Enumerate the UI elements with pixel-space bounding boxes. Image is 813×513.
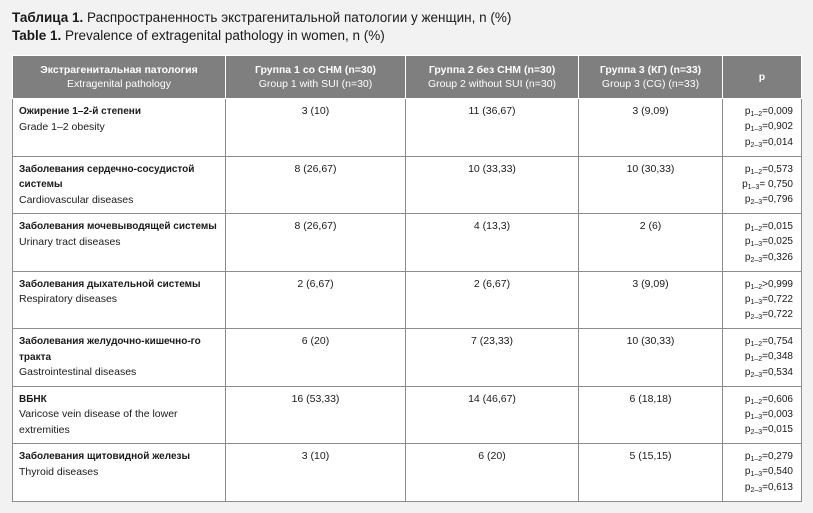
header-p-label: p xyxy=(758,71,766,83)
p-values-cell xyxy=(723,444,802,502)
p-value: $p_{1-2}=0,015$ xyxy=(744,221,793,233)
p-value: $p_{1-3}=0,902$ xyxy=(744,121,793,134)
group2-value: 11 (36,67) xyxy=(406,99,579,157)
group1-value: 2 (6,67) xyxy=(226,271,406,329)
p-number: =0,015 xyxy=(762,221,793,232)
header-group1-en: Group 1 with SUI (n=30) xyxy=(258,78,373,90)
p-value: $p_{1-2}>0,999$ xyxy=(744,278,793,291)
header-group2 xyxy=(406,56,579,99)
p-value: $p_{2-3}=0,722$ xyxy=(744,309,793,322)
pathology-ru: Заболевания желудочно-кишечно-го тракта xyxy=(19,336,201,363)
table-row xyxy=(13,214,802,272)
pathology-cell xyxy=(13,156,226,214)
p-number: =0,003 xyxy=(762,408,793,420)
p-comparison: 1–3 xyxy=(750,126,763,134)
p-value: $p_{1-3}=0,540$ xyxy=(744,466,793,479)
p-value: $p_{2-3}=0,015$ xyxy=(744,424,793,437)
pathology-en: Thyroid diseases xyxy=(19,465,99,478)
p-value: $p_{1-2}=0,754$ xyxy=(744,336,793,348)
p-comparison: 2–3 xyxy=(750,141,763,149)
p-values-cell xyxy=(723,271,802,329)
header-group1 xyxy=(226,56,406,99)
caption-ru-label: Таблица 1. xyxy=(12,10,84,25)
pathology-cell xyxy=(13,214,226,272)
p-number: =0,754 xyxy=(762,336,793,347)
table-row xyxy=(13,99,802,157)
group3-value: 10 (30,33) xyxy=(579,329,723,387)
p-comparison: 1–3 xyxy=(747,183,760,191)
p-number: =0,279 xyxy=(762,451,793,462)
p-number: =0,540 xyxy=(762,466,793,478)
p-number: =0,796 xyxy=(762,194,793,206)
group2-value: 14 (46,67) xyxy=(406,386,579,444)
group3-value: 6 (18,18) xyxy=(579,386,723,444)
group3-value: 10 (30,33) xyxy=(579,156,723,214)
p-value: $p_{1-2}=0,279$ xyxy=(744,451,793,463)
group1-value: 16 (53,33) xyxy=(226,386,406,444)
header-p xyxy=(723,56,802,99)
p-comparison: 1–2 xyxy=(750,356,763,364)
caption-en xyxy=(12,27,511,45)
p-value: $p_{2-3}=0,326$ xyxy=(744,251,793,264)
p-number: =0,902 xyxy=(762,121,793,133)
p-values-cell xyxy=(723,99,802,157)
table-row xyxy=(13,329,802,387)
p-comparison: 1–2 xyxy=(750,398,763,406)
p-number: =0,722 xyxy=(762,309,793,321)
p-comparison: 1–3 xyxy=(750,241,763,249)
pathology-en: Varicose vein disease of the lower extremities xyxy=(19,408,178,436)
p-comparison: 1–3 xyxy=(750,413,763,421)
header-row xyxy=(13,56,802,99)
p-value: $p_{1-2}=0,606$ xyxy=(744,393,793,406)
group2-value: 2 (6,67) xyxy=(406,271,579,329)
pathology-ru: ВБНК xyxy=(19,393,47,405)
table-row xyxy=(13,271,802,329)
p-values-cell xyxy=(723,386,802,444)
p-number: =0,326 xyxy=(762,251,793,263)
group1-value: 8 (26,67) xyxy=(226,156,406,214)
pathology-en: Cardiovascular diseases xyxy=(19,193,134,206)
table-row xyxy=(13,156,802,214)
group2-value: 7 (23,33) xyxy=(406,329,579,387)
p-comparison: 1–2 xyxy=(750,456,763,463)
p-values-cell xyxy=(723,156,802,214)
p-comparison: 2–3 xyxy=(750,314,763,322)
caption-ru xyxy=(12,9,511,27)
p-comparison: 1–3 xyxy=(750,471,763,479)
table-caption xyxy=(12,9,511,45)
group1-value: 6 (20) xyxy=(226,329,406,387)
group1-value: 3 (10) xyxy=(226,99,406,157)
p-comparison: 2–3 xyxy=(750,256,763,264)
p-value: $p_{1-2}=0,009$ xyxy=(744,106,793,118)
p-comparison: 1–2 xyxy=(750,111,763,118)
group3-value: 5 (15,15) xyxy=(579,444,723,502)
group2-value: 10 (33,33) xyxy=(406,156,579,214)
p-number: =0,015 xyxy=(762,424,793,436)
p-value: $p_{2-3}=0,796$ xyxy=(744,194,793,207)
p-number: =0,348 xyxy=(762,351,793,363)
pathology-cell xyxy=(13,329,226,387)
p-number: =0,534 xyxy=(762,366,793,378)
pathology-ru: Заболевания мочевыводящей системы xyxy=(19,221,217,232)
p-comparison: 1–2 xyxy=(750,341,763,348)
p-value: $p_{1-3}=0,025$ xyxy=(744,236,793,249)
caption-ru-text: Распространенность экстрагенитальной патологии у женщин, n (%) xyxy=(83,10,512,25)
p-comparison: 2–3 xyxy=(750,371,763,379)
pathology-cell xyxy=(13,386,226,444)
group1-value: 8 (26,67) xyxy=(226,214,406,272)
p-value: $p_{2-3}=0,613$ xyxy=(744,481,793,494)
p-value: $p_{2-3}=0,014$ xyxy=(744,136,793,149)
group2-value: 6 (20) xyxy=(406,444,579,502)
header-group1-ru: Группа 1 со СНМ (n=30) xyxy=(254,64,377,76)
table-row xyxy=(13,386,802,444)
p-comparison: 1–2 xyxy=(750,168,763,176)
table-row xyxy=(13,444,802,502)
p-value: $p_{1-3}=0,003$ xyxy=(744,408,793,421)
pathology-ru: Ожирение 1–2-й степени xyxy=(19,106,141,117)
pathology-en: Gastrointestinal diseases xyxy=(19,366,137,378)
pathology-cell xyxy=(13,271,226,329)
p-comparison: 2–3 xyxy=(750,486,763,494)
p-number: =0,009 xyxy=(762,106,793,117)
header-pathology xyxy=(13,56,226,99)
p-value: $p_{1-2}=0,348$ xyxy=(744,351,793,364)
p-value: $p_{1-2}=0,573$ xyxy=(744,163,793,176)
p-comparison: 2–3 xyxy=(750,429,763,437)
p-comparison: 2–3 xyxy=(750,199,763,207)
p-number: =0,722 xyxy=(762,293,793,305)
header-group2-en: Group 2 without SUI (n=30) xyxy=(427,78,557,90)
p-number: =0,613 xyxy=(762,481,793,493)
header-group2-ru: Группа 2 без СНМ (n=30) xyxy=(428,64,556,76)
p-values-cell xyxy=(723,329,802,387)
header-group3 xyxy=(579,56,723,99)
group3-value: 3 (9,09) xyxy=(579,99,723,157)
p-number: =0,014 xyxy=(762,136,793,148)
p-comparison: 1–2 xyxy=(750,283,763,291)
pathology-en: Grade 1–2 obesity xyxy=(19,120,105,133)
pathology-cell xyxy=(13,444,226,502)
group1-value: 3 (10) xyxy=(226,444,406,502)
group3-value: 2 (6) xyxy=(579,214,723,272)
group2-value: 4 (13,3) xyxy=(406,214,579,272)
pathology-ru: Заболевания щитовидной железы xyxy=(19,451,191,462)
data-table xyxy=(12,55,802,502)
p-value: $p_{1-3}= 0,750$ xyxy=(742,178,793,191)
p-number: >0,999 xyxy=(762,278,793,290)
p-values-cell xyxy=(723,214,802,272)
pathology-ru: Заболевания сердечно-сосудистой системы xyxy=(19,163,195,190)
p-value: $p_{2-3}=0,534$ xyxy=(744,366,793,379)
caption-en-label: Table 1. xyxy=(12,28,62,43)
p-value: $p_{1-3}=0,722$ xyxy=(744,293,793,306)
header-group3-en: Group 3 (CG) (n=33) xyxy=(601,78,700,90)
caption-en-text: Prevalence of extragenital pathology in women, n (%) xyxy=(61,28,385,43)
p-number: =0,025 xyxy=(762,236,793,248)
group3-value: 3 (9,09) xyxy=(579,271,723,329)
header-pathology-en: Extragenital pathology xyxy=(67,78,171,90)
header-pathology-ru: Экстрагенитальная патология xyxy=(40,64,198,76)
pathology-en: Respiratory diseases xyxy=(19,293,118,305)
p-comparison: 1–3 xyxy=(750,298,763,306)
p-number: =0,573 xyxy=(762,163,793,175)
pathology-cell xyxy=(13,99,226,157)
p-number: = 0,750 xyxy=(759,178,793,190)
header-group3-ru: Группа 3 (КГ) (n=33) xyxy=(599,64,702,76)
p-number: =0,606 xyxy=(762,393,793,405)
pathology-ru: Заболевания дыхательной системы xyxy=(19,278,201,290)
table-body xyxy=(13,99,802,502)
p-comparison: 1–2 xyxy=(750,226,763,233)
pathology-en: Urinary tract diseases xyxy=(19,235,121,248)
